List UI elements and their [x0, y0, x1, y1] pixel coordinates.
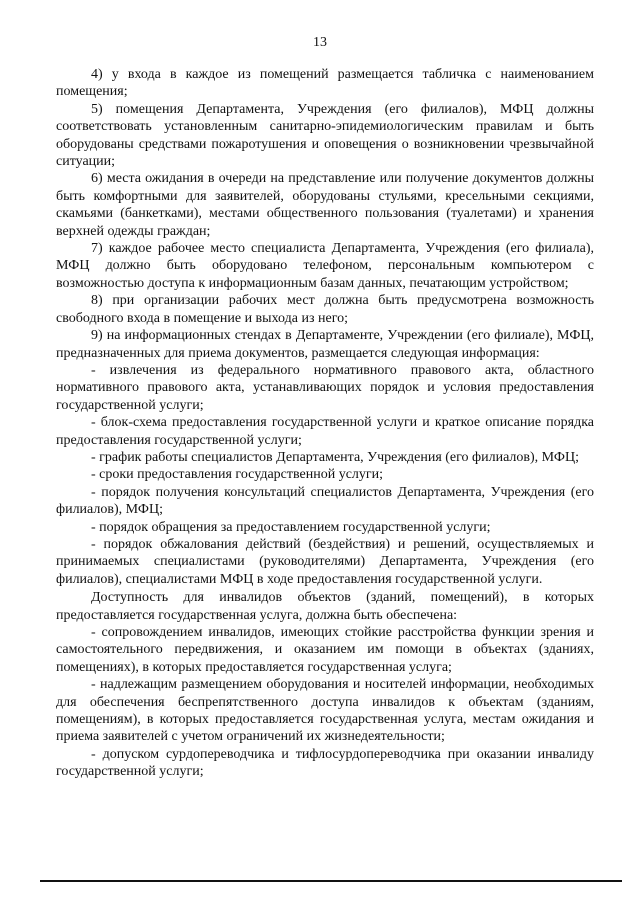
- footer-rule: [40, 880, 622, 882]
- list-item-consultations: - порядок получения консультаций специалистов Департамента, Учреждения (его филиалов), МФЦ;: [56, 484, 594, 518]
- list-item-flowchart: - блок-схема предоставления государственной услуги и краткое описание порядка предоставления государственной услуги;: [56, 415, 594, 448]
- page-number: 13: [313, 35, 327, 50]
- list-item-equipment-placement: - надлежащим размещением оборудования и носителей информации, необходимых для обеспечения беспрепятственного доступа инвалидов к объектам (зданиям, помещениям), в которых предоставляется государственная услуга, местам ожидания и приема заявителей с учетом ограничений их жизнедеятельности;: [56, 677, 594, 745]
- list-item-legal-acts: - извлечения из федерального нормативного правового акта, областного нормативного правового акта, устанавливающих порядок и условия предоставления государственной услуги;: [56, 362, 594, 413]
- paragraph-item-6: 6) места ожидания в очереди на представление или получение документов должны быть комфортными для заявителей, оборудованы стульями, кресельными секциями, скамьями (банкетками), местами общественного пользования (туалетами) и хранения верхней одежды граждан;: [56, 171, 594, 239]
- document-body: [56, 66, 594, 781]
- list-item-escort: - сопровождением инвалидов, имеющих стойкие расстройства функции зрения и самостоятельного передвижения, и оказанием им помощи в объектах (зданиях, помещениях), в которых предоставляется государственная услуга;: [56, 625, 594, 675]
- list-item-deadlines: - сроки предоставления государственной услуги;: [91, 467, 384, 483]
- paragraph-item-7: 7) каждое рабочее место специалиста Департамента, Учреждения (его филиала), МФЦ должно быть оборудовано телефоном, персональным компьютером с возможностью доступа к информационным базам данных, печатающим устройством;: [56, 241, 594, 291]
- list-item-application-procedure: - порядок обращения за предоставлением государственной услуги;: [91, 519, 491, 535]
- paragraph-item-4: 4) у входа в каждое из помещений размещается табличка с наименованием помещения;: [56, 67, 594, 100]
- list-item-appeal-procedure: - порядок обжалования действий (бездействия) и решений, осуществляемых и принимаемых специалистами (руководителями) Департамента, Учреждения (его филиалов), специалистами МФЦ в ходе предоставления государственной услуги.: [56, 536, 594, 587]
- list-item-work-schedule: - график работы специалистов Департамента, Учреждения (его филиалов), МФЦ;: [91, 449, 579, 465]
- list-item-interpreter-access: - допуском сурдопереводчика и тифлосурдопереводчика при оказании инвалиду государственной услуги;: [56, 746, 594, 780]
- paragraph-item-8: 8) при организации рабочих мест должна быть предусмотрена возможность свободного входа в помещение и выхода из него;: [56, 293, 594, 326]
- paragraph-item-5: 5) помещения Департамента, Учреждения (его филиалов), МФЦ должны соответствовать установленным санитарно-эпидемиологическим правилам и быть оборудованы средствами пожаротушения и оповещения о возникновении чрезвычайной ситуации;: [56, 101, 594, 170]
- paragraph-accessibility: Доступность для инвалидов объектов (зданий, помещений), в которых предоставляется государственная услуга, должна быть обеспечена:: [56, 590, 594, 623]
- paragraph-item-9: 9) на информационных стендах в Департаменте, Учреждении (его филиале), МФЦ, предназначенных для приема документов, размещается следующая информация:: [56, 328, 594, 361]
